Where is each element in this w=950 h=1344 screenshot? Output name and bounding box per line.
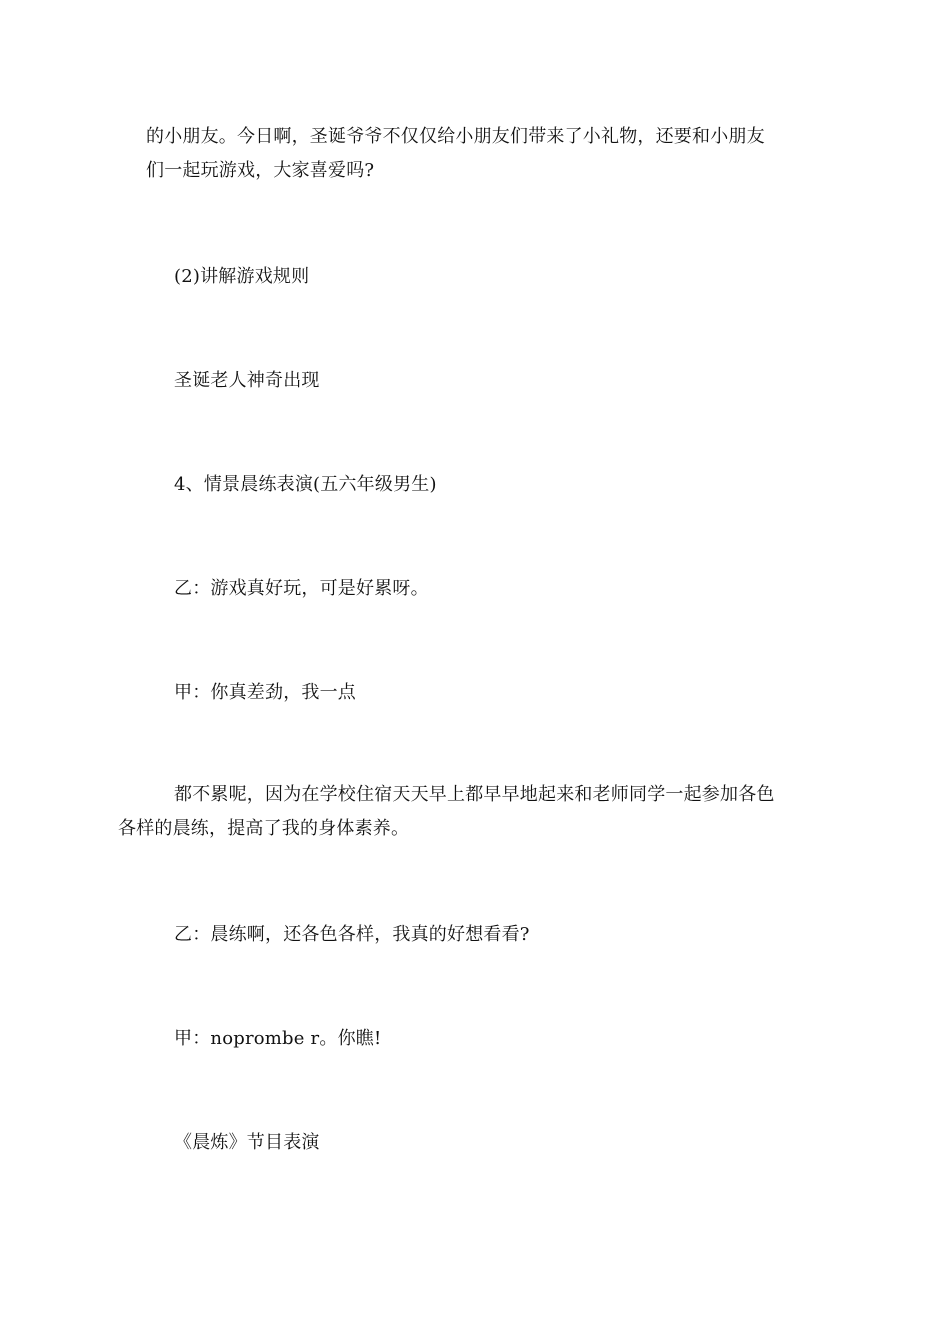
paragraph-santa-appears: [146, 364, 816, 398]
text-line: 《晨炼》节目表演: [174, 1132, 320, 1153]
text-line: 乙：晨练啊，还各色各样，我真的好想看看?: [174, 924, 530, 945]
text-line: 圣诞老人神奇出现: [174, 370, 320, 391]
text-line: 甲：noprombe r。你瞧!: [174, 1028, 382, 1049]
paragraph-dialogue-yi-2: [146, 918, 816, 952]
text-line: 乙：游戏真好玩，可是好累呀。: [174, 578, 429, 599]
paragraph-dialogue-jia-1: [146, 676, 816, 710]
text-line: 们一起玩游戏，大家喜爱吗?: [146, 160, 375, 181]
paragraph-dialogue-yi-1: [146, 572, 816, 606]
text-line: 各样的晨练，提高了我的身体素养。: [118, 818, 410, 839]
text-line: (2)讲解游戏规则: [174, 266, 310, 287]
text-line: 4、情景晨练表演(五六年级男生): [174, 474, 437, 495]
text-line: 都不累呢，因为在学校住宿天天早上都早早地起来和老师同学一起参加各色: [174, 784, 775, 805]
paragraph-dialogue-jia-2: [146, 1022, 816, 1056]
paragraph-section-4-heading: [146, 468, 816, 502]
text-line: 的小朋友。今日啊，圣诞爷爷不仅仅给小朋友们带来了小礼物，还要和小朋友: [146, 126, 765, 147]
paragraph-christmas-intro: [146, 120, 816, 188]
paragraph-game-rules: [146, 260, 816, 294]
paragraph-dialogue-jia-1-cont: [118, 778, 816, 846]
paragraph-performance-title: [146, 1126, 816, 1160]
text-line: 甲：你真差劲，我一点: [174, 682, 356, 703]
